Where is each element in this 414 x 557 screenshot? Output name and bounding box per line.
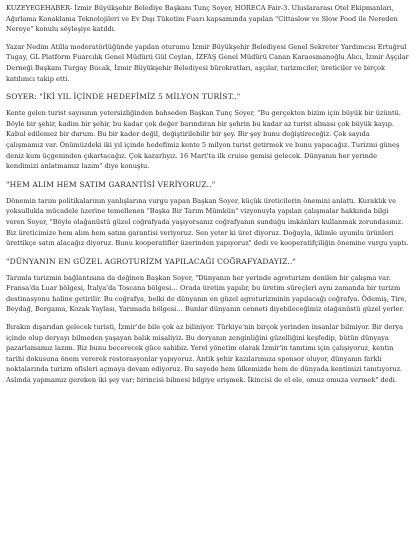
intro-paragraph: KUZEYEGEHABER- İzmir Büyükşehir Belediye Başkanı Tunç Soyer, HORECA Fair-3. Uluslararası Otel Ekipmanları, Ağırlama Konaklama Teknolojileri ve Ev Dışı Tüketim Fuarı kapsamında yapılan "Cittaslow ve Slow Food ile Nereden Nereye" konulu söyleşiye katıldı.: [6, 4, 398, 34]
section-heading-tourism-goal: SOYER: "İKİ YIL İÇİNDE HEDEFİMİZ 5 MİLYON TURİST..": [6, 92, 241, 102]
purchase-guarantee-paragraph: Dönemin tarım politikalarının yanlışlarına vurgu yapan Başkan Soyer, küçük üreticilerin önemini anlattı. Kuraklık ve yoksullukla mücadele üzerine temellenen "Başka Bir Tarım Mümkün" vizyonuyla yapılan çalışmalar hakkında bilgi veren Soyer, "Böyle olağanüstü güzel coğrafyada yaşıyorsanız coğrafyanın sunduğu imkânları kullanmak zorundasınız. Biz üreticimize hem alım hem satım garantisi veriyoruz. Sen yeter ki üret diyoruz. Doğayla, iklimle uyumlu ürünleri ürettikçe satın alacağız diyoruz. Bunu kooperatifler üzerinden yapıyoruz" dedi ve kooperatifçiliğin önemine vurgu yaptı.: [6, 196, 409, 248]
section-heading-agrotourism: "DÜNYANIN EN GÜZEL AGROTURİZM YAPILACAĞI COĞRAFYADAYIZ..": [6, 256, 296, 266]
attendees-paragraph: Yazar Nedim Atilla moderatörlüğünde yapılan oturumu İzmir Büyükşehir Belediyesi Genel Sekreter Yardımcısı Ertuğrul Tugay, GL Platform Fuarcılık Genel Müdürü Gül Ceylan, İZFAŞ Genel Müdürü Canan Karaosmanoğlu Alıcı, İzmir Aşçılar Derneği Başkanı Turgay Bucak, İzmir Büyükşehir Belediyesi bürokratları, aşçılar, turizmciler, üreticiler ve birçok katılımcı takip etti.: [6, 42, 409, 83]
agrotourism-paragraph: Tarımla turizmin bağlantısına da değinen Başkan Soyer, "Dünyanın her yerinde agroturizm denilen bir çalışma var. Fransa'da Luar bölgesi, İtalya'da Toscana bölgesi… Orada üretim yapılır, bu üretim süreçleri aynı zamanda bir turizm destinasyonu haline getirilir. Bu coğrafya, belki de dünyanın en güzel agroturizminin yapılacağı coğrafya. Ödemiş, Tire, Beydağ, Bergama, Kozak Yaylası, Yarımada bölgesi… Bunlar dünyanın cenneti diyebileceğimiz olağanüstü güzel yerler.: [6, 273, 407, 314]
tourism-goal-paragraph: Kente gelen turist sayısının yetersizliğinden bahseden Başkan Tunç Soyer, "Bu gerçekten bizim için büyük bir üzüntü. Böyle bir şehir, kadim bir şehir, bu kadar çok değer barındıran bir şehrin bu kadar az turist alması çok büyük kayıp. Kabul edilemez bir durum. Bu bir kader değil, değiştirilebilir bir şey. Bir şey bunu değiştireceğiz. Çok sayıda çalışmamız var. Önümüzdeki iki yıl içinde hedefimiz kente 5 milyon turist getirmek ve bunu yapacağız. Turizmi güneş deniz kum üçgeninden çıkartacağız. Çok kararlıyız. 16 Mart'ta ilk cruise gemisi gelecek. Dünyanın her yerinde kendimizi anlatmamız lazım" diye konuştu.: [6, 109, 402, 171]
promotion-paragraph: Bırakın dışarıdan gelecek turisti, İzmir'de bile çok az biliniyor. Türkiye'nin birçok yerinden insanlar bilmiyor. Bir derya içinde olup deryayı bilmeden yaşayan balık misaliyiz. Bu deryanın zenginliğini güzelliğini keşfedip, bütün dünyaya pazarlamamız lazım. Biz bunu becerecek güce sahibiz. Yerel yönetim olarak İzmir'in tanıtımı için çalışıyoruz, kentin tarihi dokusuna önem vererek restorasyonlar yapıyoruz. Antik şehir kazılarımıza sponsor oluyor, dünyanın farklı noktalarında turizm ofisleri açmaya devam ediyoruz. Bu sayede hem ülkemizde hem de dünyada kentimizi tanıtıyoruz. Aslında yapmamız gereken iki şey var; birincisi bilmesi bilgiye erişmek. İkincisi de el ele, omuz omuza vermek" dedi.: [6, 323, 404, 385]
section-heading-purchase-guarantee: "HEM ALIM HEM SATIM GARANTİSİ VERİYORUZ..": [6, 179, 216, 189]
